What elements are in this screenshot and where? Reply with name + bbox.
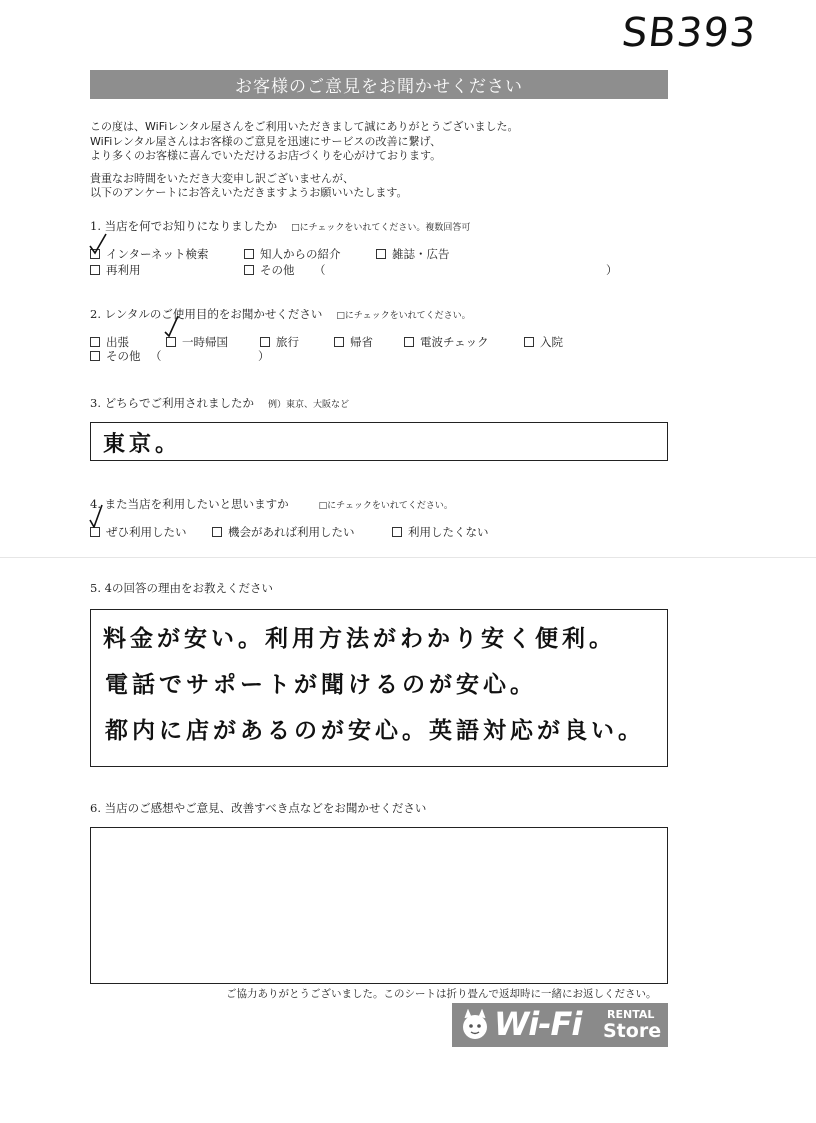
intro-line-2: WiFiレンタル屋さんはお客様のご意見を迅速にサービスの改善に繋げ、: [90, 135, 442, 148]
q1-other-paren-close: ）: [606, 263, 618, 277]
q3-label: [90, 395, 349, 411]
q4-label: [90, 496, 453, 512]
q1-other-paren-open: （: [314, 263, 326, 277]
checkbox[interactable]: [376, 249, 386, 259]
mascot-icon: [458, 1009, 492, 1041]
intro-line-4: 貴重なお時間をいただき大変申し訳ございませんが、: [90, 172, 354, 185]
option-label: 知人からの紹介: [260, 247, 341, 261]
checkbox[interactable]: [90, 265, 100, 275]
checkbox[interactable]: [244, 265, 254, 275]
q2-note: □にチェックをいれてください。: [336, 311, 471, 321]
option-label: 入院: [540, 335, 563, 349]
handwritten-serial: SB393: [619, 10, 759, 56]
q4-option-if-chance[interactable]: [212, 524, 355, 540]
q4-question: 4. また当店を利用したいと思いますか: [90, 497, 289, 511]
q5-answer-line-1: 料金が安い。利用方法がわかり安く便利。: [103, 626, 616, 652]
option-label: その他: [260, 263, 295, 277]
q1-option-magazine[interactable]: [376, 246, 450, 262]
q3-answer-box[interactable]: [90, 422, 668, 461]
logo-rental: RENTAL: [607, 1008, 655, 1021]
option-label: 旅行: [276, 335, 299, 349]
intro-line-5: 以下のアンケートにお答えいただきますようお願いいたします。: [90, 186, 408, 199]
wifi-rental-store-logo: [452, 1003, 668, 1047]
q2-question: 2. レンタルのご使用目的をお聞かせください: [90, 307, 323, 321]
logo-store: Store: [603, 1020, 662, 1042]
logo-wordmark: Wi-Fi: [494, 1005, 582, 1043]
option-label: 一時帰国: [182, 335, 228, 349]
fold-line: [0, 557, 816, 558]
q1-label: [90, 218, 470, 234]
q5-answer-box[interactable]: [90, 609, 668, 767]
q4-option-no[interactable]: [392, 524, 489, 540]
q1-option-reuse[interactable]: [90, 262, 141, 278]
checkbox[interactable]: [90, 337, 100, 347]
checkbox[interactable]: [392, 527, 402, 537]
q1-question: 1. 当店を何でお知りになりましたか: [90, 219, 278, 233]
q6-answer-box[interactable]: [90, 827, 668, 984]
q5-label: 5. 4の回答の理由をお教えください: [90, 581, 273, 595]
checkbox[interactable]: [334, 337, 344, 347]
option-label: 機会があれば利用したい: [228, 525, 355, 539]
q6-label: 6. 当店のご感想やご意見、改善すべき点などをお聞かせください: [90, 801, 427, 815]
checkbox[interactable]: [524, 337, 534, 347]
q2-label: [90, 306, 471, 322]
checkbox[interactable]: [260, 337, 270, 347]
checkbox[interactable]: [90, 249, 100, 259]
q1-option-friend[interactable]: [244, 246, 341, 262]
q2-option-signal-check[interactable]: [404, 334, 489, 350]
option-label: 利用したくない: [408, 525, 489, 539]
checkbox[interactable]: [212, 527, 222, 537]
checkbox[interactable]: [244, 249, 254, 259]
checkbox[interactable]: [404, 337, 414, 347]
q5-answer-line-3: 都内に店があるのが安心。英語対応が良い。: [105, 718, 645, 744]
q2-option-hospital[interactable]: [524, 334, 563, 350]
intro-line-1: この度は、WiFiレンタル屋さんをご利用いただきまして誠にありがとうございました。: [90, 120, 519, 133]
q2-other-paren-open: （: [150, 349, 162, 363]
q2-other-paren-close: ）: [258, 349, 270, 363]
q5-answer-line-2: 電話でサポートが聞けるのが安心。: [105, 672, 537, 698]
q3-answer-text: 東京。: [103, 432, 182, 457]
thanks-note: ご協力ありがとうございました。このシートは折り畳んで返却時に一緒にお返しください。: [226, 988, 657, 1000]
q4-note: □にチェックをいれてください。: [318, 501, 453, 511]
option-label: 電波チェック: [420, 335, 489, 349]
intro-line-3: より多くのお客様に喜んでいただけるお店づくりを心がけております。: [90, 149, 442, 162]
option-label: 出張: [106, 335, 129, 349]
option-label: 雑誌・広告: [392, 247, 450, 261]
option-label: 帰省: [350, 335, 373, 349]
option-label: インターネット検索: [106, 247, 209, 261]
q3-example: 例）東京、大阪など: [268, 400, 350, 410]
checkbox[interactable]: [90, 527, 100, 537]
q4-option-definitely[interactable]: [90, 524, 187, 540]
q1-option-other[interactable]: [244, 262, 295, 278]
option-label: 再利用: [106, 263, 141, 277]
q2-option-temp-return[interactable]: [166, 334, 228, 350]
checkbox[interactable]: [90, 351, 100, 361]
q3-question: 3. どちらでご利用されましたか: [90, 396, 255, 410]
option-label: その他: [106, 349, 141, 363]
q2-option-other[interactable]: [90, 348, 141, 364]
checkbox[interactable]: [166, 337, 176, 347]
q2-option-homecoming[interactable]: [334, 334, 373, 350]
survey-title: お客様のご意見をお聞かせください: [90, 70, 668, 99]
q1-note: □にチェックをいれてください。複数回答可: [291, 223, 471, 233]
option-label: ぜひ利用したい: [106, 525, 187, 539]
q1-option-internet[interactable]: [90, 246, 208, 262]
